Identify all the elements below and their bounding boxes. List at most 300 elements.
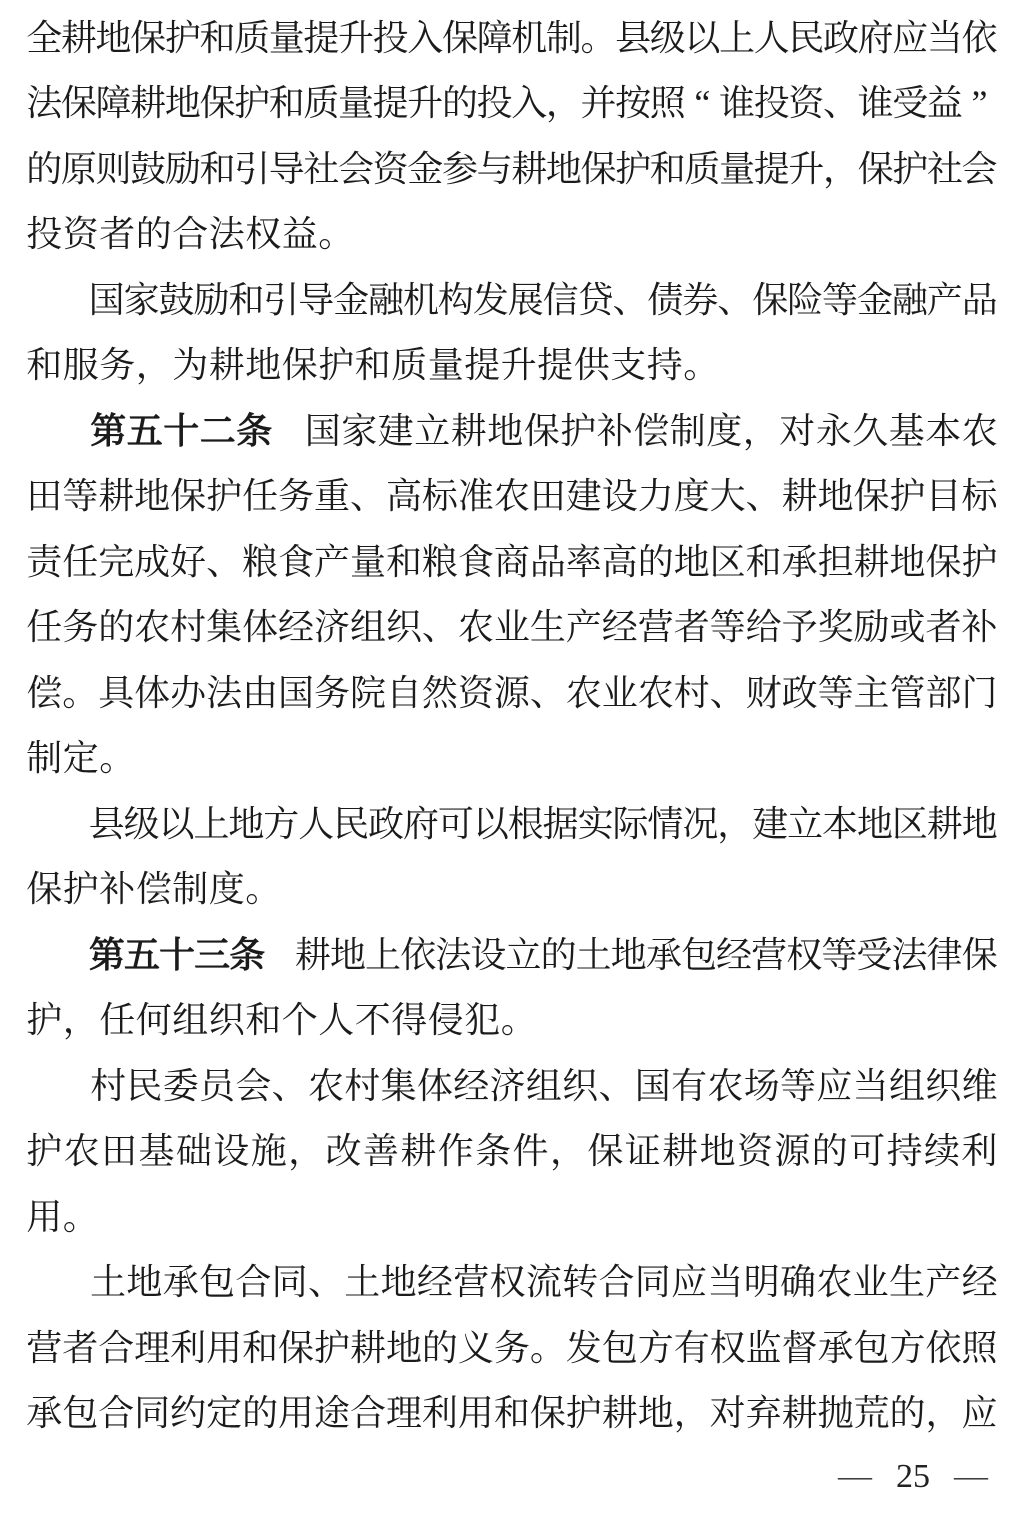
char: 产: [926, 279, 963, 320]
char: 升: [338, 17, 375, 58]
char: 保: [857, 148, 894, 189]
char: 义: [457, 1327, 494, 1368]
char: 和: [245, 1000, 282, 1041]
char: 耕: [511, 148, 548, 189]
char: 明: [743, 1262, 780, 1303]
char: 励: [164, 148, 201, 189]
char: 久: [852, 410, 889, 451]
char: 的: [540, 934, 577, 975]
char: 门: [961, 672, 998, 713]
char: 包: [680, 934, 717, 975]
char: 营: [751, 934, 788, 975]
char: 方: [637, 1327, 674, 1368]
char: 地: [817, 476, 854, 517]
char: 升: [500, 345, 537, 386]
char: 村: [673, 672, 710, 713]
char: 况: [682, 803, 719, 844]
char: 本: [925, 410, 962, 451]
char: 荒: [853, 1393, 890, 1434]
char: 何: [135, 1000, 172, 1041]
char: 保: [925, 541, 962, 582]
char: 融: [891, 279, 928, 320]
char: 民: [788, 17, 825, 58]
char: 耕: [601, 1393, 638, 1434]
char: 等: [780, 1065, 817, 1106]
char: 、: [598, 1065, 635, 1106]
char: 权: [245, 214, 282, 255]
char: 有: [671, 1065, 708, 1106]
char: 以: [158, 803, 195, 844]
char: 权: [709, 1327, 746, 1368]
char: 险: [787, 279, 824, 320]
char: 建: [565, 476, 602, 517]
char: 流: [525, 1262, 562, 1303]
char: 偿: [135, 869, 172, 910]
char: 质: [234, 17, 271, 58]
char: 护: [234, 83, 271, 124]
char: 和: [242, 1327, 279, 1368]
char: 并: [580, 83, 617, 124]
article-heading-char: 二: [199, 410, 236, 451]
char: 农: [637, 672, 674, 713]
paragraph-indent: [27, 299, 89, 300]
paragraph-indent: [27, 1085, 89, 1086]
char: 设: [601, 476, 638, 517]
char: 耕: [662, 1131, 699, 1172]
char: 等: [62, 476, 99, 517]
char: 田: [101, 1131, 138, 1172]
char: 补: [961, 607, 998, 648]
char: ，: [62, 1000, 99, 1041]
char: 土: [344, 1262, 381, 1303]
char: 护: [565, 1393, 602, 1434]
char: 际: [612, 803, 649, 844]
char: 社: [926, 148, 963, 189]
char: 田: [26, 476, 63, 517]
char: 耕: [926, 803, 963, 844]
char: 提: [372, 83, 409, 124]
char: 国: [88, 279, 125, 320]
char: 委: [162, 1065, 199, 1106]
char: 织: [562, 1065, 599, 1106]
char: 经: [961, 1262, 998, 1303]
char: 务: [493, 1327, 530, 1368]
char: 得: [391, 1000, 428, 1041]
char: 或: [889, 607, 926, 648]
char: 机: [511, 17, 548, 58]
char: 上: [719, 17, 756, 58]
char: 护: [318, 345, 355, 386]
char: 护: [26, 1000, 63, 1041]
char: 合: [98, 1327, 135, 1368]
char: 农: [63, 1131, 100, 1172]
char: 有: [673, 1327, 710, 1368]
char: 立: [505, 934, 542, 975]
char: 级: [649, 17, 686, 58]
article-heading-char: 条: [236, 410, 273, 451]
char: 村: [344, 1065, 381, 1106]
char: 情: [647, 803, 684, 844]
char: 人: [753, 17, 790, 58]
char: 持: [646, 345, 683, 386]
char: 部: [925, 672, 962, 713]
char: 完: [98, 541, 135, 582]
char: 立: [414, 410, 451, 451]
char: 地: [545, 148, 582, 189]
char: 。: [500, 1000, 537, 1041]
char: 支: [610, 345, 647, 386]
char: 任: [242, 476, 279, 517]
char: 用: [26, 1196, 63, 1237]
char: 好: [170, 541, 207, 582]
char: 民: [333, 803, 370, 844]
char: 益: [926, 83, 963, 124]
char: 营: [453, 1262, 490, 1303]
char: 予: [781, 607, 818, 648]
char: 和: [354, 345, 391, 386]
char: 改: [325, 1131, 362, 1172]
char: 全: [26, 17, 63, 58]
char: 。: [580, 17, 617, 58]
char: 经: [416, 1262, 453, 1303]
char: 度: [673, 476, 710, 517]
char: 源: [774, 1131, 811, 1172]
article-heading-char: 第: [90, 410, 127, 451]
char: 担: [817, 541, 854, 582]
char: 资: [457, 672, 494, 713]
text-line: [27, 1184, 997, 1250]
char: 集: [206, 607, 243, 648]
char: 等: [709, 607, 746, 648]
char: 据: [542, 803, 579, 844]
char: 法: [435, 934, 472, 975]
char: 护: [164, 17, 201, 58]
char: 导: [268, 148, 305, 189]
heading-gap: [274, 430, 304, 431]
char: ，: [135, 345, 172, 386]
char: 保: [26, 869, 63, 910]
char: 级: [123, 803, 160, 844]
char: 大: [709, 476, 746, 517]
char: 经: [453, 1065, 490, 1106]
char: 体: [242, 607, 279, 648]
char: 对: [709, 1393, 746, 1434]
char: 同: [634, 1262, 671, 1303]
char: 集: [380, 1065, 417, 1106]
char: 用: [278, 1393, 315, 1434]
char: 的: [637, 541, 674, 582]
char: 犯: [464, 1000, 501, 1041]
char: 和: [228, 279, 265, 320]
text-line: [27, 464, 997, 530]
char: 制: [545, 17, 582, 58]
char: 保: [529, 1393, 566, 1434]
text-line: [27, 660, 997, 726]
text-line: [27, 1250, 997, 1316]
char: 和: [26, 345, 63, 386]
char: 。: [62, 672, 99, 713]
char: ，: [742, 410, 779, 451]
char: 参: [441, 148, 478, 189]
char: 可: [437, 803, 474, 844]
char: 实: [577, 803, 614, 844]
char: 入: [511, 83, 548, 124]
char: 承: [781, 541, 818, 582]
article-heading-char: 十: [163, 410, 200, 451]
char: 区: [709, 541, 746, 582]
char: 质: [684, 148, 721, 189]
char: 利: [170, 1327, 207, 1368]
char: 源: [493, 672, 530, 713]
char: 受: [856, 934, 893, 975]
char: 按: [615, 83, 652, 124]
char: 者: [62, 1327, 99, 1368]
char: 同: [134, 1393, 171, 1434]
char: 保: [523, 410, 560, 451]
char: 经: [716, 934, 753, 975]
text-line: [27, 5, 997, 71]
char: 产: [565, 607, 602, 648]
char: 村: [170, 607, 207, 648]
char: 同: [271, 1262, 308, 1303]
char: 升: [788, 148, 825, 189]
char: 织: [925, 1065, 962, 1106]
char: 体: [416, 1065, 453, 1106]
char: 济: [489, 1065, 526, 1106]
char: 投: [26, 214, 63, 255]
char: 续: [924, 1131, 961, 1172]
char: 地: [385, 1327, 422, 1368]
char: 构: [437, 279, 474, 320]
char: 展: [507, 279, 544, 320]
char: 偿: [26, 672, 63, 713]
text-line: [27, 1315, 997, 1381]
char: 导: [298, 279, 335, 320]
page-number: 25: [896, 1458, 930, 1495]
char: 保: [580, 148, 617, 189]
char: 质: [391, 345, 428, 386]
char: 利: [421, 1393, 458, 1434]
char: 护: [892, 148, 929, 189]
char: 合: [172, 214, 209, 255]
char: 和: [745, 541, 782, 582]
char: 础: [175, 1131, 212, 1172]
char: 护: [206, 476, 243, 517]
char: 护: [26, 1131, 63, 1172]
char: 与: [476, 148, 513, 189]
char: 村: [90, 1065, 127, 1106]
char: 责: [26, 541, 63, 582]
paragraph-indent: [27, 823, 89, 824]
char: “: [694, 83, 711, 124]
char: 、: [745, 476, 782, 517]
char: 。: [318, 214, 355, 255]
char: 约: [170, 1393, 207, 1434]
char: 务: [62, 607, 99, 648]
char: 护: [615, 148, 652, 189]
char: 提: [537, 345, 574, 386]
char: 、: [822, 83, 859, 124]
char: 组: [349, 607, 386, 648]
char: 理: [134, 1327, 171, 1368]
char: 合: [235, 1262, 272, 1303]
char: 府: [857, 17, 894, 58]
char: 依: [925, 1327, 962, 1368]
char: 地: [856, 803, 893, 844]
char: 保: [170, 476, 207, 517]
char: 则: [95, 148, 132, 189]
char: 承: [645, 934, 682, 975]
char: 补: [596, 410, 633, 451]
char: 定: [62, 738, 99, 779]
char: 用: [457, 1393, 494, 1434]
char: 理: [385, 1393, 422, 1434]
char: 建: [752, 803, 789, 844]
char: 依: [961, 17, 998, 58]
char: 农: [457, 607, 494, 648]
char: 资: [372, 148, 409, 189]
char: 耕: [130, 83, 167, 124]
char: 地: [961, 803, 998, 844]
char: 当: [852, 1065, 889, 1106]
char: 品: [961, 279, 998, 320]
char: 照: [961, 1327, 998, 1368]
char: 的: [441, 83, 478, 124]
char: 包: [199, 1262, 236, 1303]
char: 管: [889, 672, 926, 713]
char: 提: [753, 148, 790, 189]
char: 永: [815, 410, 852, 451]
char: 营: [637, 607, 674, 648]
text-line: [27, 726, 997, 792]
char: 农: [493, 476, 530, 517]
char: 利: [961, 1131, 998, 1172]
char: 益: [281, 214, 318, 255]
char: 弃: [745, 1393, 782, 1434]
char: 条: [475, 1131, 512, 1172]
char: 当: [707, 1262, 744, 1303]
char: 会: [338, 148, 375, 189]
char: 保: [961, 934, 998, 975]
char: 田: [529, 476, 566, 517]
char: 的: [889, 1393, 926, 1434]
char: 金: [333, 279, 370, 320]
char: 度: [208, 869, 245, 910]
char: 保: [441, 17, 478, 58]
char: 件: [512, 1131, 549, 1172]
char: 投: [476, 83, 513, 124]
char: 地: [380, 1262, 417, 1303]
char: 融: [368, 279, 405, 320]
char: 任: [99, 1000, 136, 1041]
char: 和: [385, 541, 422, 582]
char: 本: [822, 803, 859, 844]
char: 务: [278, 476, 315, 517]
char: 量: [427, 345, 464, 386]
char: 、: [206, 541, 243, 582]
char: 政: [781, 672, 818, 713]
char: 善: [362, 1131, 399, 1172]
char: 偿: [633, 410, 670, 451]
char: 障: [476, 17, 513, 58]
document-lines: [27, 5, 997, 1446]
char: 营: [26, 1327, 63, 1368]
char: 、: [612, 279, 649, 320]
char: 农: [307, 1065, 344, 1106]
char: ，: [288, 1131, 325, 1172]
char: 粮: [242, 541, 279, 582]
char: 商: [493, 541, 530, 582]
paragraph-indent: [27, 430, 89, 431]
char: 重: [314, 476, 351, 517]
char: 的: [242, 1393, 279, 1434]
char: 立: [787, 803, 824, 844]
char: 任: [62, 541, 99, 582]
char: 基: [888, 410, 925, 451]
char: 励: [193, 279, 230, 320]
char: 经: [278, 607, 315, 648]
char: 用: [206, 1327, 243, 1368]
char: 家: [341, 410, 378, 451]
char: 生: [888, 1262, 925, 1303]
char: 度: [706, 410, 743, 451]
text-line: [27, 136, 997, 202]
char: 经: [601, 607, 638, 648]
paragraph-indent: [27, 954, 89, 955]
article-heading-char: 五: [126, 410, 163, 451]
char: 农: [134, 607, 171, 648]
char: 补: [99, 869, 136, 910]
char: 准: [457, 476, 494, 517]
char: 资: [788, 83, 825, 124]
char: 农: [707, 1065, 744, 1106]
char: 地: [164, 83, 201, 124]
text-line: [27, 922, 997, 988]
char: 谁: [857, 83, 894, 124]
char: 标: [421, 476, 458, 517]
char: 者: [673, 607, 710, 648]
char: 。: [529, 1327, 566, 1368]
char: 家: [123, 279, 160, 320]
char: 上: [193, 803, 230, 844]
char: 券: [682, 279, 719, 320]
char: 耕: [98, 476, 135, 517]
article-heading-char: 条: [229, 934, 266, 975]
char: 资: [62, 214, 99, 255]
char: 耕: [349, 1327, 386, 1368]
char: 护: [889, 476, 926, 517]
char: 承: [26, 1393, 63, 1434]
char: 人: [318, 1000, 355, 1041]
char: 土: [575, 934, 612, 975]
char: 保: [60, 83, 97, 124]
text-line: [27, 71, 997, 137]
char: 任: [26, 607, 63, 648]
char: 包: [62, 1393, 99, 1434]
char: 制: [26, 738, 63, 779]
char: 机: [402, 279, 439, 320]
char: 地: [228, 803, 265, 844]
char: 供: [573, 345, 610, 386]
char: 和: [199, 148, 236, 189]
char: 量: [349, 541, 386, 582]
char: 方: [263, 803, 300, 844]
char: 护: [560, 410, 597, 451]
char: 方: [889, 1327, 926, 1368]
char: 地: [95, 17, 132, 58]
char: 质: [303, 83, 340, 124]
char: 会: [961, 148, 998, 189]
